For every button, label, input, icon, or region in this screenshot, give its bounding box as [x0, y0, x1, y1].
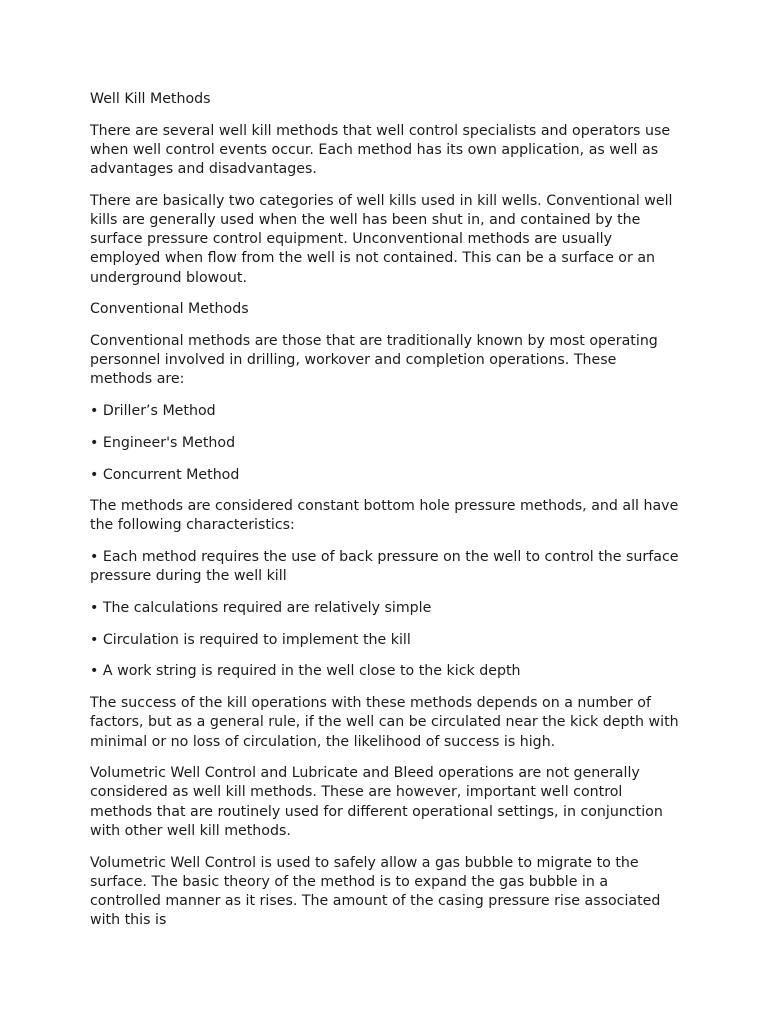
- volumetric-well-control-paragraph: Volumetric Well Control is used to safely allow a gas bubble to migrate to the surface. The basic theory of the method is to expand the gas bubble in a controlled manner as it rises. The amount of the casing pressure rise associated with this is: [90, 854, 661, 929]
- intro-paragraph: There are several well kill methods that well control specialists and operators use when well control events occur. Each method has its own application, as well as advantages and disadvantages.: [90, 122, 671, 178]
- method-item-concurrent: • Concurrent Method: [90, 466, 680, 485]
- categories-paragraph: There are basically two categories of well kills used in kill wells. Conventional well kills are generally used when the well has been shut in, and contained by the surface pressure control equipment. Unconventional methods are usually employed when flow from the well is not contained. This can be a surface or an underground blowout.: [90, 192, 673, 286]
- characteristic-item-circulation: • Circulation is required to implement the kill: [90, 631, 680, 650]
- success-paragraph: The success of the kill operations with these methods depends on a number of factors, but as a general rule, if the well can be circulated near the kick depth with minimal or no loss of circulation, the likelihood of success is high.: [90, 695, 679, 750]
- volumetric-lubricate-paragraph: Volumetric Well Control and Lubricate and Bleed operations are not generally considered as well kill methods. These are however, important well control methods that are routinely used for different operational settings, in conjunction with other well kill methods.: [90, 765, 663, 839]
- document-page: [90, 90, 680, 943]
- characteristic-item-work-string: • A work string is required in the well close to the kick depth: [90, 662, 680, 681]
- document-title: Well Kill Methods: [90, 91, 211, 107]
- conventional-methods-paragraph: Conventional methods are those that are traditionally known by most operating personnel involved in drilling, workover and completion operations. These methods are:: [90, 333, 658, 388]
- characteristics-intro-paragraph: The methods are considered constant bottom hole pressure methods, and all have the following characteristics:: [90, 498, 679, 534]
- method-item-engineers: • Engineer's Method: [90, 434, 680, 453]
- method-item-drillers: • Driller’s Method: [90, 402, 680, 421]
- conventional-methods-heading: Conventional Methods: [90, 301, 249, 318]
- characteristic-item-back-pressure: • Each method requires the use of back pressure on the well to control the surface pressure during the well kill: [90, 548, 680, 586]
- characteristic-item-calculations: • The calculations required are relatively simple: [90, 599, 680, 618]
